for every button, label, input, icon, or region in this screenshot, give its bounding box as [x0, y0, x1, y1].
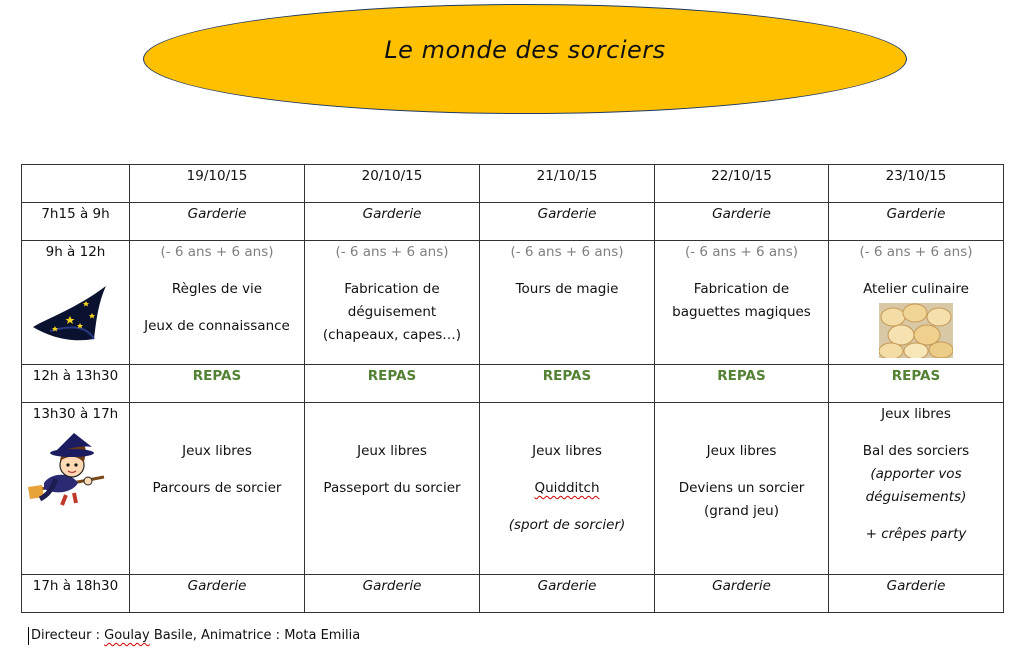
garderie-cell: Garderie: [305, 575, 480, 613]
activity-line: Jeux libres: [182, 443, 252, 459]
activity-line: baguettes magiques: [672, 304, 811, 320]
activity-line: Jeux de connaissance: [144, 318, 290, 334]
activity-cell: [655, 403, 829, 575]
morning-row: [22, 241, 1004, 365]
header-row: [22, 165, 1004, 203]
date-cell: 20/10/15: [305, 165, 480, 203]
activity-line: Bal des sorciers: [862, 443, 970, 459]
age-groups: (- 6 ans + 6 ans): [510, 244, 624, 260]
age-groups: (- 6 ans + 6 ans): [684, 244, 799, 260]
repas-cell: REPAS: [130, 365, 305, 403]
date-cell: 22/10/15: [655, 165, 829, 203]
activity-line: Fabrication de: [344, 281, 440, 297]
garderie-cell: Garderie: [655, 203, 829, 241]
repas-cell: REPAS: [480, 365, 655, 403]
activity-line: Tours de magie: [515, 281, 619, 297]
time-cell: 17h à 18h30: [22, 575, 130, 613]
wizard-hat-icon: [30, 283, 110, 345]
activity-cell: [829, 403, 1004, 575]
age-groups: (- 6 ans + 6 ans): [335, 244, 449, 260]
activity-line: (chapeaux, capes…): [322, 327, 462, 343]
repas-cell: REPAS: [829, 365, 1004, 403]
date-cell: 23/10/15: [829, 165, 1004, 203]
activity-cell: [829, 241, 1004, 365]
activity-cell: [130, 403, 305, 575]
time-cell: 7h15 à 9h: [22, 203, 130, 241]
corner-cell: [22, 165, 130, 203]
page-title: Le monde des sorciers: [384, 36, 666, 64]
director-label: Directeur :: [31, 628, 105, 643]
time-cell: 12h à 13h30: [22, 365, 130, 403]
morning-garderie-row: [22, 203, 1004, 241]
repas-cell: REPAS: [655, 365, 829, 403]
activity-line: (sport de sorcier): [508, 517, 626, 533]
garderie-cell: Garderie: [130, 575, 305, 613]
age-groups: (- 6 ans + 6 ans): [160, 244, 274, 260]
activity-line: + crêpes party: [865, 526, 967, 542]
staff-rest: Basile, Animatrice : Mota Emilia: [149, 628, 361, 643]
title-banner: [143, 4, 907, 114]
time-label: 13h30 à 17h: [32, 406, 119, 422]
activity-line: Règles de vie: [171, 281, 263, 297]
garderie-cell: Garderie: [480, 575, 655, 613]
age-groups: (- 6 ans + 6 ans): [859, 244, 973, 260]
activity-line: Jeux libres: [357, 443, 427, 459]
witch-on-broom-icon: [26, 433, 108, 507]
date-cell: 21/10/15: [480, 165, 655, 203]
time-label: 9h à 12h: [45, 244, 106, 260]
text-cursor: [28, 627, 29, 645]
activity-line: (grand jeu): [704, 503, 779, 519]
footer-staff: [31, 628, 360, 643]
activity-line: Passeport du sorcier: [323, 480, 461, 496]
activity-line: Fabrication de: [693, 281, 790, 297]
date-cell: 19/10/15: [130, 165, 305, 203]
activity-cell: [655, 241, 829, 365]
lunch-row: [22, 365, 1004, 403]
schedule-table: [21, 164, 1004, 613]
activity-line: [480, 477, 654, 500]
afternoon-row: [22, 403, 1004, 575]
activity-line: Parcours de sorcier: [152, 480, 282, 496]
director-name: Goulay: [104, 628, 150, 643]
activity-line: Atelier culinaire: [863, 281, 969, 297]
activity-line: Jeux libres: [706, 443, 777, 459]
garderie-cell: Garderie: [305, 203, 480, 241]
time-cell: [22, 403, 130, 575]
activity-cell: [480, 403, 655, 575]
activity-line: déguisement: [347, 304, 437, 320]
crepes-photo: [879, 303, 953, 358]
activity-line: (apporter vos: [870, 466, 962, 482]
garderie-cell: Garderie: [655, 575, 829, 613]
garderie-cell: Garderie: [130, 203, 305, 241]
activity-line: Jeux libres: [532, 443, 602, 459]
time-cell: [22, 241, 130, 365]
activity-cell: [480, 241, 655, 365]
garderie-cell: Garderie: [829, 203, 1004, 241]
evening-garderie-row: [22, 575, 1004, 613]
activity-line: Jeux libres: [881, 406, 951, 422]
activity-cell: [130, 241, 305, 365]
repas-cell: REPAS: [305, 365, 480, 403]
quidditch-text: Quidditch: [534, 480, 600, 496]
activity-line: Deviens un sorcier: [678, 480, 805, 496]
activity-cell: [305, 403, 480, 575]
activity-line: déguisements): [865, 489, 967, 505]
activity-cell: [305, 241, 480, 365]
garderie-cell: Garderie: [480, 203, 655, 241]
garderie-cell: Garderie: [829, 575, 1004, 613]
